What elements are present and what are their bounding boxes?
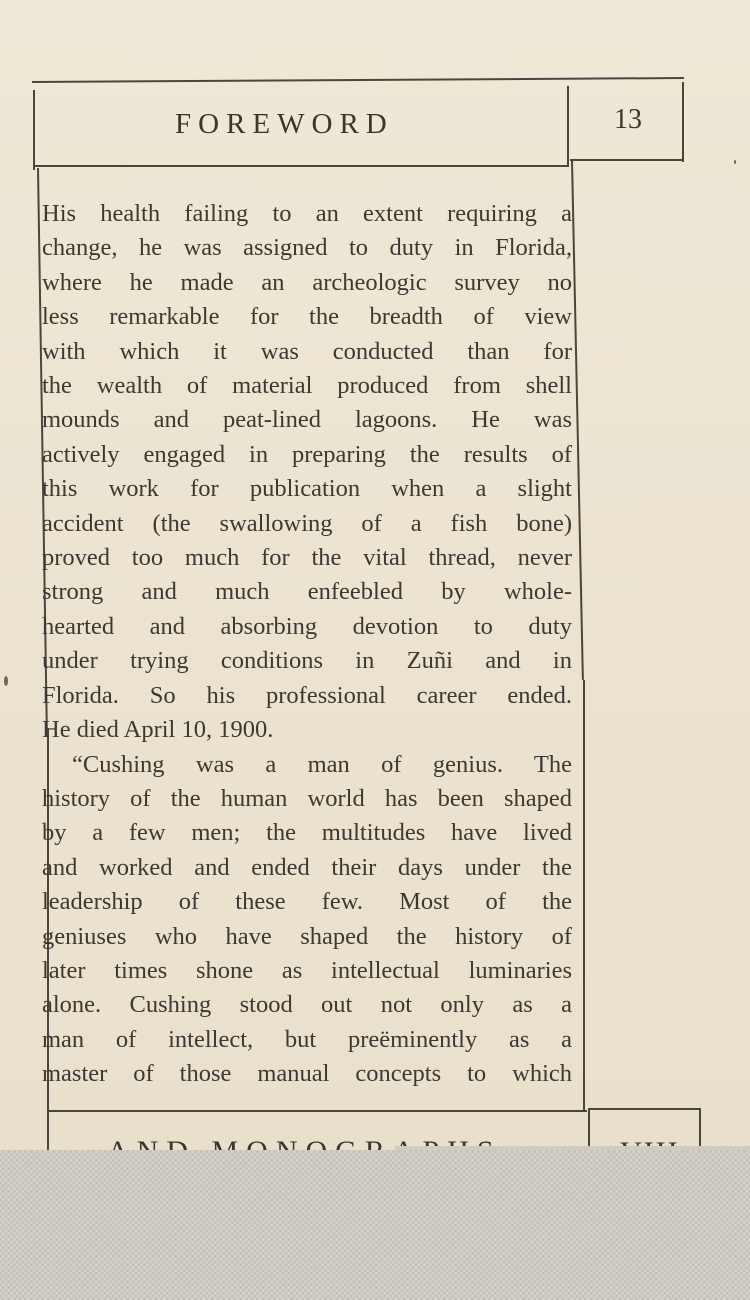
text-line: less remarkable for the breadth of view bbox=[42, 303, 572, 331]
text-line: under trying conditions in Zuñi and in bbox=[42, 647, 572, 675]
ink-speck bbox=[734, 160, 736, 164]
body-bottom-rule-right bbox=[588, 1108, 700, 1110]
header-divider bbox=[567, 86, 569, 166]
text-line: geniuses who have shaped the history of bbox=[42, 922, 572, 950]
text-line: His health failing to an extent requiring a bbox=[42, 200, 572, 227]
text-line: He died April 10, 1900. bbox=[42, 716, 274, 744]
ink-speck bbox=[4, 676, 8, 686]
text-line: leadership of these few. Most of the bbox=[42, 888, 572, 916]
text-line: Florida. So his professional career ended. bbox=[42, 681, 572, 709]
text-line: where he made an archeologic survey no bbox=[42, 268, 572, 296]
text-line: with which it was conducted than for bbox=[42, 337, 572, 365]
text-line: this work for publication when a slight bbox=[42, 475, 572, 503]
top-border bbox=[32, 77, 684, 83]
text-line: and worked and ended their days under the bbox=[42, 853, 572, 881]
occlusion-overlay bbox=[0, 1150, 750, 1300]
text-line: hearted and absorbing devotion to duty bbox=[42, 612, 572, 640]
page-number: 13 bbox=[614, 104, 642, 135]
left-border bbox=[33, 90, 35, 170]
text-line: strong and much enfeebled by whole- bbox=[42, 578, 572, 606]
text-line: actively engaged in preparing the results of bbox=[42, 440, 572, 468]
body-text bbox=[42, 197, 572, 1092]
body-right-rule-lower bbox=[583, 680, 585, 1110]
text-line: man of intellect, but preëminently as a bbox=[42, 1025, 572, 1053]
text-line: mounds and peat-lined lagoons. He was bbox=[42, 406, 572, 434]
text-line: the wealth of material produced from shell bbox=[42, 372, 572, 400]
text-line: by a few men; the multitudes have lived bbox=[42, 819, 572, 847]
text-line: alone. Cushing stood out not only as a bbox=[42, 991, 572, 1019]
text-line: master of those manual concepts to which bbox=[42, 1060, 572, 1088]
header-bottom-rule bbox=[34, 165, 569, 167]
text-line: change, he was assigned to duty in Florida, bbox=[42, 234, 572, 262]
header-bottom-rule-right bbox=[570, 159, 682, 161]
text-line: proved too much for the vital thread, never bbox=[42, 544, 572, 572]
text-line: later times shone as intellectual luminaries bbox=[42, 956, 572, 984]
page-title: FOREWORD bbox=[175, 108, 394, 140]
right-border bbox=[682, 82, 684, 162]
text-line: accident (the swallowing of a fish bone) bbox=[42, 509, 572, 537]
body-right-rule bbox=[571, 160, 584, 680]
text-line: “Cushing was a man of genius. The bbox=[72, 750, 572, 778]
body-bottom-rule bbox=[49, 1110, 587, 1112]
text-line: history of the human world has been shaped bbox=[42, 784, 572, 812]
